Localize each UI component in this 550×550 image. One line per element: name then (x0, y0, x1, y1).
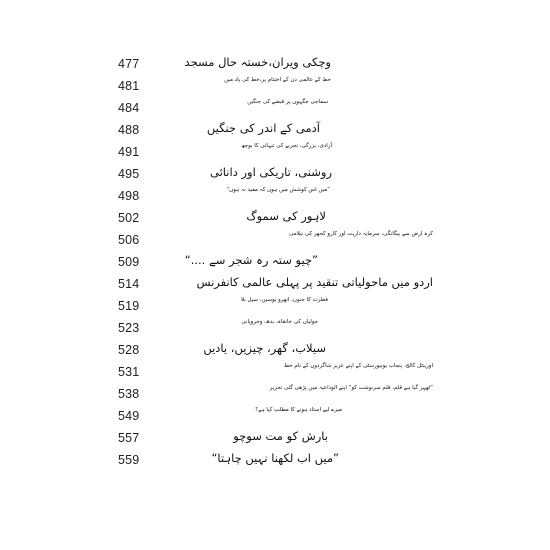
toc-entry-page-number: 506 (118, 233, 140, 247)
toc-entry[interactable] (0, 209, 550, 231)
toc-entry-page-number: 538 (118, 387, 140, 401)
toc-entry-title: جولیاں کی خانقاہ، بدھ، وجروپانی (241, 319, 318, 325)
toc-entry[interactable] (0, 363, 550, 385)
toc-entry-title: وچکی ویران،خستہ حال مسجد (184, 55, 331, 69)
toc-entry[interactable] (0, 253, 550, 275)
toc-entry[interactable] (0, 165, 550, 187)
toc-entry-page-number: 495 (118, 167, 140, 181)
toc-entry[interactable] (0, 55, 550, 77)
toc-entry-title: روشنی، تاریکی اور دانائی (210, 165, 332, 179)
toc-entry-title: بارش کو مت سوچو (233, 429, 328, 443)
toc-entry-page-number: 557 (118, 431, 140, 445)
toc-entry[interactable] (0, 297, 550, 319)
toc-entry-title: ”میں اب لکھنا نہیں چاہتا“ (211, 451, 339, 465)
toc-entry-page-number: 491 (118, 145, 140, 159)
toc-entry-title: ”چیو ستہ رہ شجر سے ....“ (184, 253, 318, 267)
toc-entry-page-number: 528 (118, 343, 140, 357)
toc-entry-page-number: 559 (118, 453, 140, 467)
toc-entry[interactable] (0, 451, 550, 473)
toc-entry[interactable] (0, 385, 550, 407)
toc-entry-title: فطرت کا جنون، اتھرو یوسین، سیل بلا (241, 297, 328, 303)
toc-entry-page-number: 509 (118, 255, 140, 269)
toc-entry-title: سیلاب، گھر، چیزیں، یادیں (203, 341, 326, 355)
toc-entry-title: میرے لیے استاد ہونے کا مطلب کیا ہے؟ (255, 407, 342, 413)
toc-entry-title: ”ٹھہر گیا ہے قلم، قلم سرنوشت کو“ اپنے الوداعیہ میں پڑھی گئی تحریر (269, 385, 433, 391)
toc-entry-page-number: 502 (118, 211, 140, 225)
toc-entry[interactable] (0, 319, 550, 341)
toc-entry[interactable] (0, 341, 550, 363)
toc-entry[interactable] (0, 121, 550, 143)
toc-entry-page-number: 549 (118, 409, 140, 423)
toc-entry-title: ”میں اس کوشش میں ہوں کہ مفید نہ ہوں“ (226, 187, 330, 193)
toc-entry-page-number: 484 (118, 101, 140, 115)
toc-entry-page-number: 531 (118, 365, 140, 379)
toc-entry[interactable] (0, 99, 550, 121)
toc-entry[interactable] (0, 231, 550, 253)
toc-entry-title: اورینٹل کالج، پنجاب یونیورسٹی کے اپنے عزیز شاگردوں کے نام خط (284, 363, 433, 369)
toc-entry-page-number: 481 (118, 79, 140, 93)
toc-entry-title: لاہور کی سموگ (246, 209, 326, 223)
toc-entry[interactable] (0, 77, 550, 99)
toc-entry-title: کرہ ارض سے بیگانگی، سرمایہ داریت اور کارو کجھر کی نیلامی (289, 231, 433, 237)
toc-entry-page-number: 519 (118, 299, 140, 313)
toc-entry[interactable] (0, 187, 550, 209)
toc-entry-page-number: 498 (118, 189, 140, 203)
toc-entry[interactable] (0, 143, 550, 165)
toc-entry-page-number: 488 (118, 123, 140, 137)
toc-entry[interactable] (0, 275, 550, 297)
toc-entry-title: آدمی کے اندر کی جنگیں (206, 121, 320, 135)
toc-entry-page-number: 514 (118, 277, 140, 291)
toc-entry[interactable] (0, 429, 550, 451)
toc-entry-title: اردو میں ماحولیاتی تنقید پر پہلی عالمی کانفرنس (196, 275, 433, 289)
toc-entry-page-number: 477 (118, 57, 140, 71)
toc-entry-title: آزادی، بزرگی، تجربے کی تنہائی کا بوجھ (241, 143, 332, 149)
toc-entry-title: خط کے عالمی دن کے اختتام پر،خط کی یاد میں (224, 77, 331, 83)
toc-entry-title: سماجی جگہوں پر قبضے کی جنگیں (247, 99, 328, 105)
toc-entry-page-number: 523 (118, 321, 140, 335)
toc-entry[interactable] (0, 407, 550, 429)
